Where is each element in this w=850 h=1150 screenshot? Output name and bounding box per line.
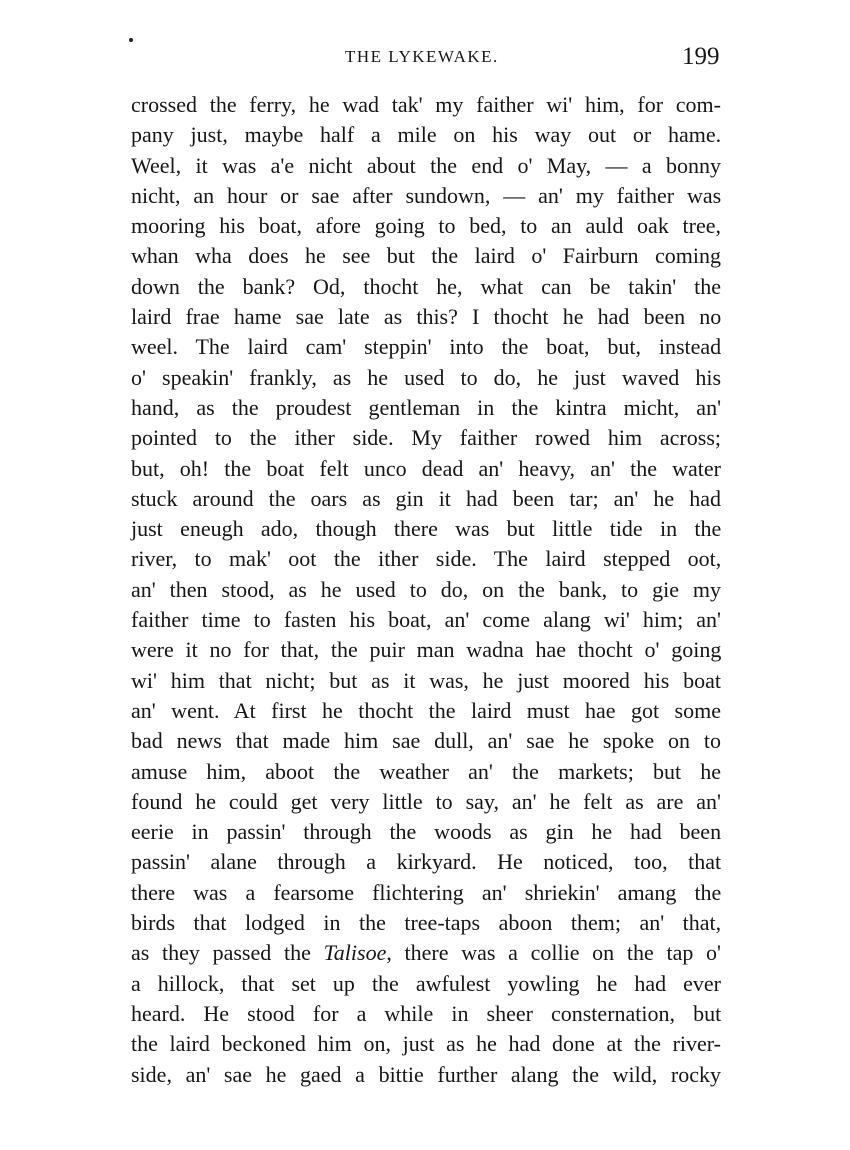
- text-line: amuse him, aboot the weather an' the markets; but he: [131, 758, 722, 784]
- text-line: o' speakin' frankly, as he used to do, he just waved his: [131, 364, 721, 390]
- text-line: bad news that made him sae dull, an' sae he spoke on to: [131, 728, 721, 754]
- text-line: hand, as the proudest gentleman in the kintra micht, an': [131, 394, 722, 420]
- text-line: mooring his boat, afore going to bed, to an auld oak tree,: [131, 213, 721, 239]
- body-text: [131, 90, 721, 1090]
- text-line: there was a fearsome flichtering an' shriekin' amang the: [131, 879, 722, 905]
- text-line: were it no for that, the puir man wadna hae thocht o' going: [131, 637, 722, 663]
- ink-speck: [129, 38, 133, 42]
- text-line: an' then stood, as he used to do, on the bank, to gie my: [131, 576, 721, 602]
- text-line: crossed the ferry, he wad tak' my faither wi' him, for com-: [131, 92, 721, 117]
- text-line: stuck around the oars as gin it had been tar; an' he had: [131, 485, 721, 511]
- text-line: side, an' sae he gaed a bittie further alang the wild, rocky: [131, 1061, 721, 1087]
- text-line: heard. He stood for a while in sheer consternation, but: [131, 1000, 722, 1026]
- text-line: laird frae hame sae late as this? I thocht he had been no: [131, 304, 722, 330]
- text-line: river, to mak' oot the ither side. The laird stepped oot,: [131, 546, 722, 572]
- running-title: THE LYKEWAKE.: [345, 47, 499, 66]
- text-line: pointed to the ither side. My faither rowed him across;: [131, 425, 721, 451]
- text-line: a hillock, that set up the awfulest yowling he had ever: [131, 970, 721, 996]
- page-number: 199: [682, 43, 720, 70]
- text-line: passin' alane through a kirkyard. He noticed, too, that: [131, 849, 722, 875]
- text-line-with-italic: [131, 938, 721, 968]
- text-line: Weel, it was a'e nicht about the end o' May, — a bonny: [131, 152, 721, 178]
- text-line: weel. The laird cam' steppin' into the boat, but, instead: [131, 334, 722, 360]
- text-line: birds that lodged in the tree-taps aboon them; an' that,: [131, 910, 722, 936]
- place-name-italic: Talisoe: [323, 940, 387, 966]
- text-line: wi' him that nicht; but as it was, he just moored his boat: [131, 667, 721, 693]
- text-line: pany just, maybe half a mile on his way out or hame.: [131, 122, 722, 148]
- text-line: eerie in passin' through the woods as gin he had been: [131, 819, 722, 845]
- text-line: but, oh! the boat felt unco dead an' heavy, an' the water: [131, 455, 721, 481]
- text-line: an' went. At first he thocht the laird must hae got some: [131, 697, 721, 723]
- text-segment: as they passed the: [131, 940, 324, 966]
- running-head: [0, 44, 850, 78]
- text-segment: , there was a collie on the tap o': [386, 940, 722, 966]
- text-line: down the bank? Od, thocht he, what can be takin' the: [131, 273, 721, 299]
- text-line: whan wha does he see but the laird o' Fairburn coming: [131, 243, 721, 269]
- text-line: nicht, an hour or sae after sundown, — an' my faither was: [131, 182, 722, 208]
- text-line: found he could get very little to say, an' he felt as are an': [131, 788, 721, 814]
- text-line: faither time to fasten his boat, an' come alang wi' him; an': [131, 607, 721, 633]
- text-line: the laird beckoned him on, just as he had done at the river-: [131, 1031, 721, 1057]
- text-line: just eneugh ado, though there was but little tide in the: [131, 516, 722, 542]
